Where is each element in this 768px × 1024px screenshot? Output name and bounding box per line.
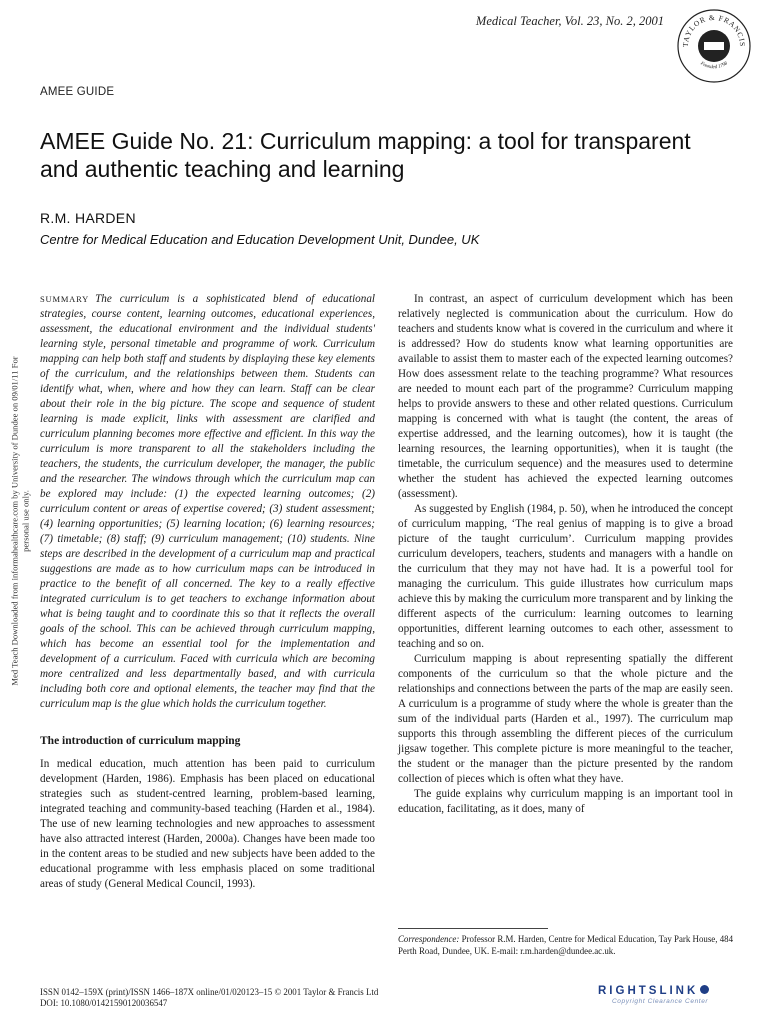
article-title: AMEE Guide No. 21: Curriculum mapping: a tool for transparent and authentic teaching and learning xyxy=(40,128,691,182)
body-paragraph: As suggested by English (1984, p. 50), when he introduced the concept of curriculum mapping, ‘The real genius of mapping is to give a broad picture of the taught curriculum’. Curriculum mapping provides curriculum developers, teachers, students and managers with a handle on the curriculum that they may not have had. It is a powerful tool for managing the curriculum. This guide illustrates how curriculum maps achieve this by making the curriculum more transparent and by linking the different aspects of the curriculum: learning outcomes to learning opportunities, different learning outcomes to each other, assessment to teaching and so on. xyxy=(398,503,733,650)
footnote-divider xyxy=(398,928,548,929)
section-label: AMEE GUIDE xyxy=(40,86,115,98)
right-column xyxy=(398,292,733,817)
download-watermark-text: Med Teach Downloaded from informahealthcare.com by University of Dundee on 09/01/11 For personal use only. xyxy=(9,356,30,686)
author-affiliation: Centre for Medical Education and Education Development Unit, Dundee, UK xyxy=(40,232,480,247)
section-heading: The introduction of curriculum mapping xyxy=(40,735,241,747)
summary-label: SUMMARY xyxy=(40,294,90,304)
svg-text:Founded 1798 xyxy=(698,61,729,71)
correspondence-label: Correspondence: xyxy=(398,934,460,944)
publication-footer xyxy=(40,987,378,1009)
seal-bottom-text: Founded 1798 xyxy=(699,61,729,71)
publisher-seal-icon xyxy=(674,6,754,86)
correspondence-text: Professor R.M. Harden, Centre for Medical Education, Tay Park House, 484 Perth Road, Dundee, UK. E-mail: r.m.harden@dundee.ac.uk. xyxy=(398,934,734,956)
author-name: R.M. HARDEN xyxy=(40,210,136,226)
issn-line: ISSN 0142–159X (print)/ISSN 1466–187X online/01/020123–15 © 2001 Taylor & Francis Ltd xyxy=(40,987,379,997)
left-column xyxy=(40,292,375,892)
body-paragraph: The guide explains why curriculum mapping is an important tool in education, facilitating, as it does, many of xyxy=(398,788,733,815)
download-watermark xyxy=(2,356,38,686)
seal-top-text: TAYLOR & FRANCIS xyxy=(680,12,748,48)
rightslink-dot-icon xyxy=(700,985,709,994)
intro-paragraph: In medical education, much attention has been paid to curriculum development (Harden, 1986). Emphasis has been placed on educational strategies such as student-centred learning, problem-based learning, integrated teaching and community-based teaching (Harden et al., 1984). The use of new learning technologies and new approaches to assessment have also attracted interest (Harden, 2000a). Changes have been made too in the content areas to be studied and new subjects have been added to the educational programme with less emphasis placed on some traditional areas of study (General Medical Council, 1993). xyxy=(40,758,375,890)
summary-paragraph xyxy=(40,292,375,712)
rightslink-sublabel: Copyright Clearance Center xyxy=(612,998,709,1005)
summary-text: The curriculum is a sophisticated blend of educational strategies, course content, learning outcomes, educational experiences, assessment, the educational environment and the individual students' learning style, personal timetable and programme of work. Curriculum mapping can help both staff and students by displaying these key elements of the curriculum, and the relationships between them. Students can identify what, when, where and how they can learn. Staff can be clear about their role in the big picture. The scope and sequence of student learning is made explicit, links with assessment are clarified and curriculum planning becomes more effective and efficient. In this way the curriculum is more transparent to all the stakeholders including the teachers, the students, the curriculum developer, the manager, the public and the researcher. The windows through which the curriculum map can be explored may include: (1) the expected learning outcomes; (2) curriculum content or areas of expertise covered; (3) student assessment; (4) learning opportunities; (5) learning location; (6) learning resources; (7) timetable; (8) staff; (9) curriculum management; (10) students. Nine steps are described in the development of a curriculum map and practical suggestions are made as to how curriculum maps can be introduced in practice to the benefit of all concerned. The key to a really effective integrated curriculum is to get teachers to exchange information about what is being taught and to coordinate this so that it reflects the overall goals of the school. This can be achieved through curriculum mapping, which has become an essential tool for the implementation and development of a curriculum. Faced with curricula which are becoming more centralized and less departmentally based, and with curricula including both core and optional elements, the teacher may find that the curriculum map is the glue which holds the curriculum together. xyxy=(40,293,375,710)
body-paragraph: Curriculum mapping is about representing spatially the different components of the curriculum so that the whole picture and the relationships and connections between the parts of the map are easily seen. A curriculum is a programme of study where the whole is greater than the sum of the individual parts (Harden et al., 1997). The curriculum map supports this through assembling the different pieces of the curriculum jigsaw together. This complete picture is more meaningful to the teacher, the student or the manager than the picture presented by the random collection of pieces which is often what they have. xyxy=(398,653,733,785)
correspondence-note xyxy=(398,934,733,957)
body-paragraph: In contrast, an aspect of curriculum development which has been relatively neglected is communication about the curriculum. How do teachers and students know what is covered in the curriculum and where it is addressed? How do students know what learning opportunities are available to assist them to master each of the expected learning outcomes? How does assessment relate to the teaching programme? What resources are needed to mount each part of the programme? Curriculum mapping helps to provide answers to these and other related questions. Curriculum mapping is concerned with what is taught (the content, the areas of expertise addressed, and the learning outcomes), how it is taught (the learning resources, the learning opportunities), when it is taught (the timetable, the curriculum sequence) and the measures used to determine whether the student has achieved the expected learning outcomes (assessment). xyxy=(398,293,733,500)
rightslink-label: RIGHTSLINK xyxy=(598,985,699,997)
rightslink-badge[interactable] xyxy=(598,985,758,1011)
doi-line: DOI: 10.1080/01421590120036547 xyxy=(40,998,168,1008)
journal-citation: Medical Teacher, Vol. 23, No. 2, 2001 xyxy=(475,14,664,28)
